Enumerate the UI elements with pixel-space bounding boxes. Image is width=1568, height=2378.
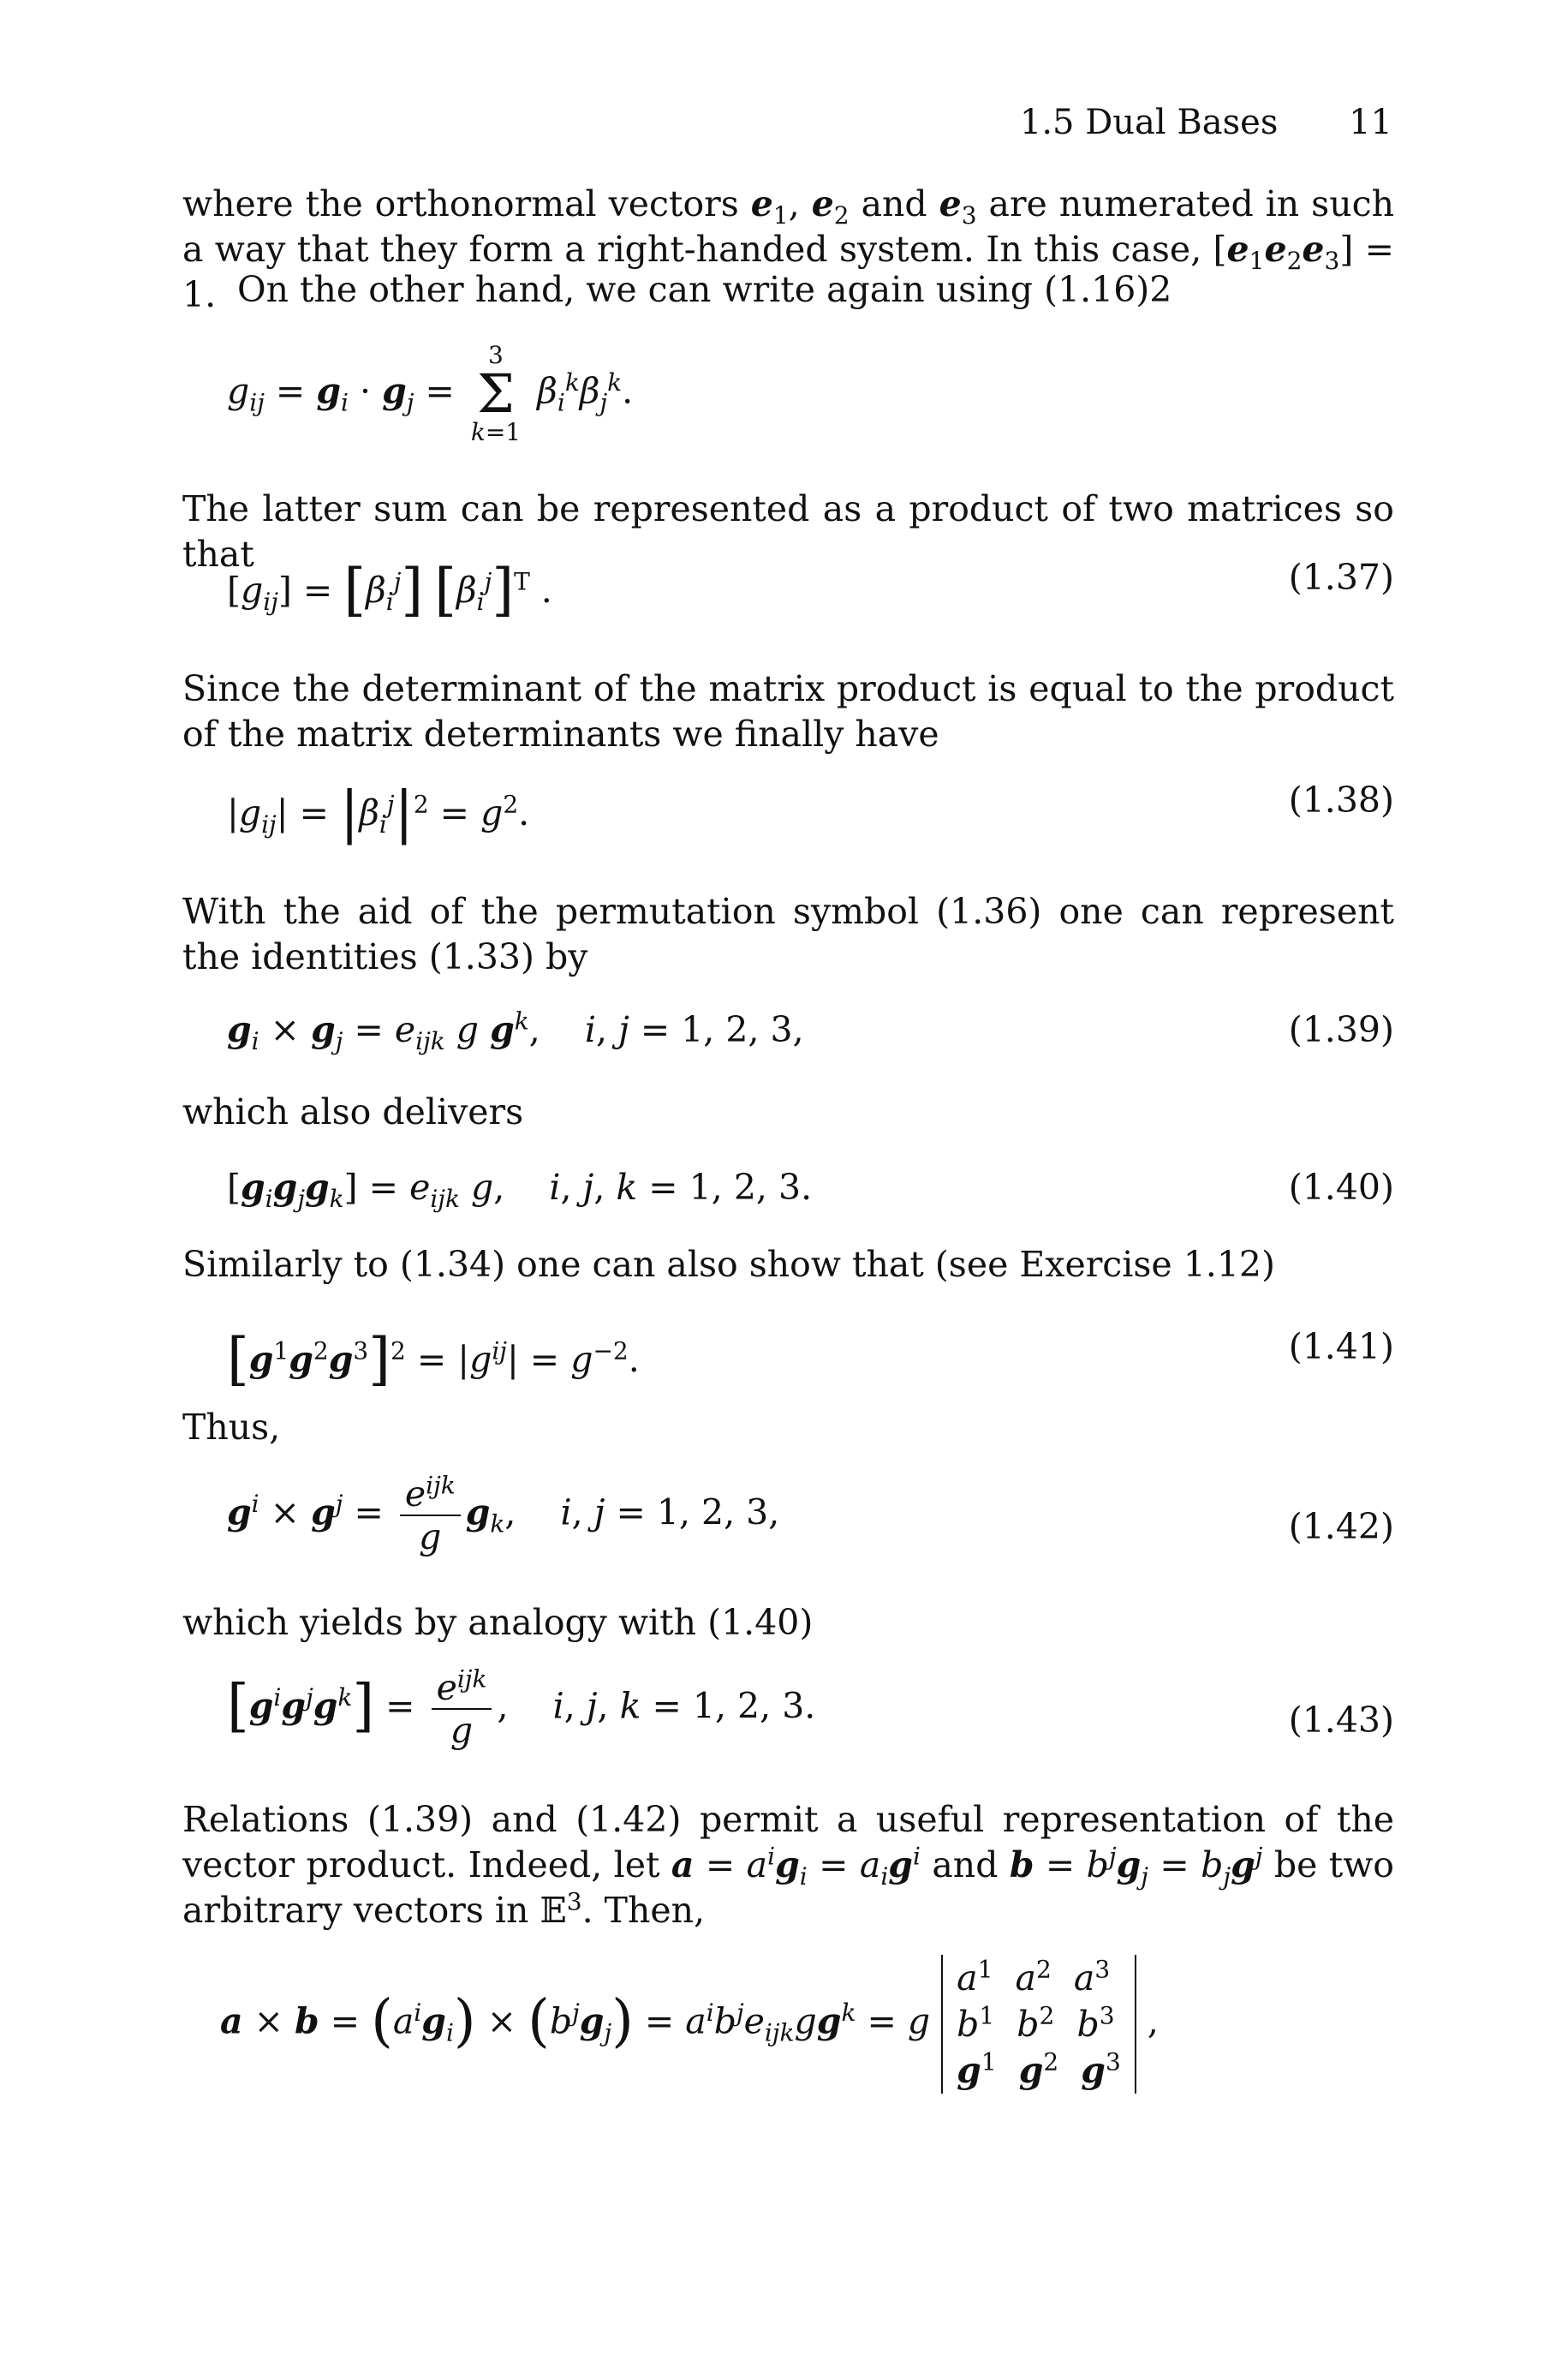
equation-number: (1.38) [1288,780,1394,821]
equation-1-38: $|g_{ij}| = |\beta_i^j|^2 = g^2$. (1.38) [227,780,1394,845]
equation-number: (1.39) [1288,1009,1394,1050]
equation-1-43: $[g^ig^jg^k]$ = $\frac{e^{ijk}}{g}$ , i, j, k = 1, 2, 3. (1.43) [227,1664,1394,1751]
paragraph-1: where the orthonormal vectors $e_1$, $e_2$ and $e_3$ are numerated in such a way that they form a right-handed system. In this case, $[e_1e_2e_3] = 1$. [182,183,1394,315]
equation-vector-product: $a \times b = (a^ig_i) \times (b^jg_j) = a^ib^je_{ijk}gg^k = g$ $a^1$ $a^2$ $a^3$ $b^1$ $b^2$ $b^3$ $g^1$ $g^2$ $g^3$ , [227,1955,1394,2109]
equation-1-42: $g^i \times g^j$ = $\frac{e^{ijk}}{g}$ $g_k$, i, j = 1, 2, 3, (1.42) [227,1471,1394,1557]
equation-1-37: $[g_{ij}] = [\beta_i^j]$ $[\beta_i^j]^T$ . (1.37) [227,557,1394,623]
page-number: 11 [1349,103,1392,142]
paragraph-6: which also delivers [182,1091,524,1132]
equation-number: (1.43) [1288,1700,1394,1741]
equation-number: (1.37) [1288,557,1394,598]
equation-number: (1.40) [1288,1167,1394,1208]
equation-1-40: $[g_ig_jg_k] = e_{ijk}$ g, i, j, k = 1, 2, 3. (1.40) [227,1167,1394,1214]
paragraph-8: Thus, [182,1407,281,1448]
paragraph-3: The latter sum can be represented as a product of two matrices so that [182,488,1394,575]
paragraph-10: Relations (1.39) and (1.42) permit a useful representation of the vector product. Indeed, let $a = a^ig_i = a_ig^i$ and $b = b^jg_j = b_jg^j$ be two arbitrary vectors in 𝔼$^3$. Then, [182,1799,1394,1931]
equation-1-41: $[g^1g^2g^3]^2 = |g^{ij}| = g^{-2}$. (1.41) [227,1326,1394,1392]
paragraph-9: which yields by analogy with (1.40) [182,1602,814,1643]
paragraph-7: Similarly to (1.34) one can also show that (see Exercise 1.12) [182,1244,1276,1285]
equation-number: (1.42) [1288,1506,1394,1547]
paragraph-4: Since the determinant of the matrix product is equal to the product of the matrix determinants we finally have [182,668,1394,755]
determinant-matrix: $a^1$ $a^2$ $a^3$ $b^1$ $b^2$ $b^3$ $g^1$ $g^2$ $g^3$ [941,1955,1136,2094]
equation-1-39: $g_i \times g_j = e_{ijk}$ g $g^k$, i, j = 1, 2, 3, (1.39) [227,1007,1394,1056]
running-header [1020,103,1392,142]
paragraph-2: On the other hand, we can write again using (1.16)2 [237,269,1172,310]
equation-number: (1.41) [1288,1326,1394,1367]
section-title: 1.5 Dual Bases [1019,103,1279,142]
equation-gij-sum: $g_{ij} = g_i \cdot g_j$ = 3 Σ k=1 $\beta_i^k\beta_j^k$. [227,341,634,446]
paragraph-5: With the aid of the permutation symbol (1.36) one can represent the identities (1.33) by [182,891,1394,977]
